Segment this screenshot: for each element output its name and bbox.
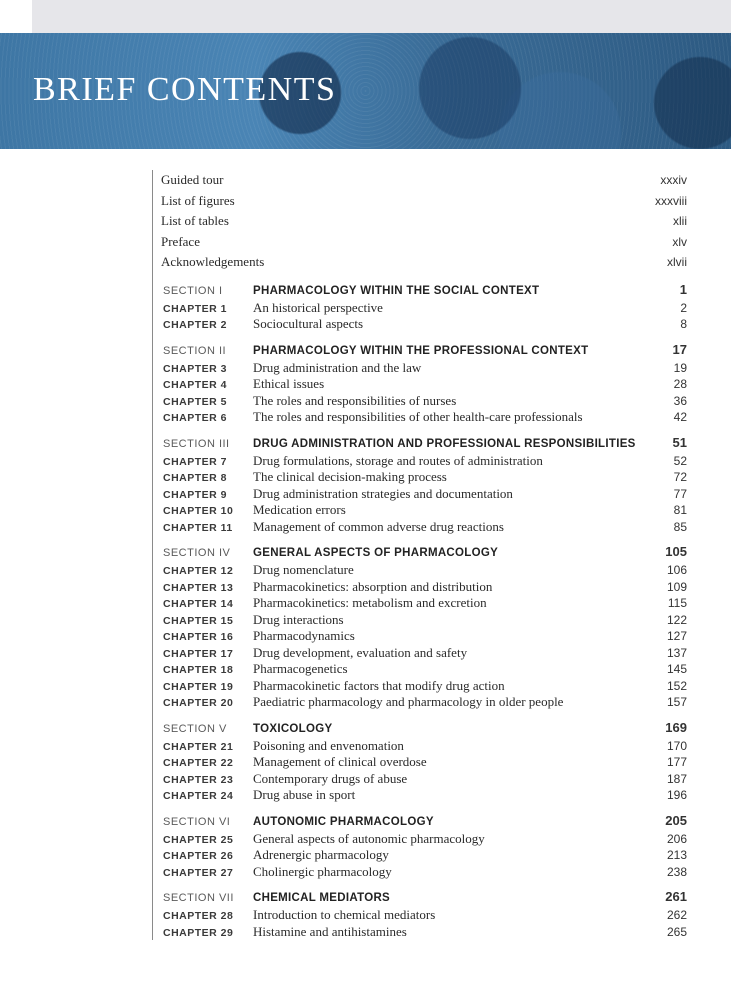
- chapter-item: [153, 360, 687, 377]
- section-heading-title: TOXICOLOGY: [253, 722, 333, 735]
- top-strip: [32, 0, 731, 33]
- chapter-item-page-number: 262: [666, 908, 687, 922]
- chapter-item-page-number: 157: [666, 695, 687, 709]
- chapter-item: [153, 754, 687, 771]
- front-matter-item: [153, 211, 687, 232]
- chapter-item: [153, 694, 687, 711]
- chapter-item: [153, 738, 687, 755]
- front-matter-item-page-number: xlv: [672, 234, 687, 249]
- chapter-item: [153, 502, 687, 519]
- chapter-item: [153, 661, 687, 678]
- chapter-item-page-number: 152: [666, 678, 687, 693]
- chapter-item-label: CHAPTER 13: [163, 581, 234, 594]
- chapter-item-title: Sociocultural aspects: [253, 316, 364, 331]
- chapter-item-label: CHAPTER 24: [163, 790, 234, 802]
- section-heading: [153, 280, 687, 300]
- section-heading-page-number: 1: [679, 281, 687, 297]
- section-heading: [153, 433, 687, 453]
- section-heading: [153, 340, 687, 360]
- chapter-item: [153, 579, 687, 596]
- chapter-item-page-number: 42: [673, 410, 687, 424]
- chapter-item-label: CHAPTER 2: [163, 319, 228, 331]
- chapter-item-page-number: 196: [666, 788, 687, 802]
- chapter-item-label: CHAPTER 20: [163, 697, 234, 709]
- chapter-item: [153, 787, 687, 804]
- section-heading-page-number: 205: [665, 812, 687, 828]
- section-heading-title: CHEMICAL MEDIATORS: [253, 892, 391, 904]
- chapter-item: [153, 831, 687, 848]
- chapter-item-label: CHAPTER 16: [163, 631, 234, 643]
- page-title: BRIEF CONTENTS: [33, 71, 337, 108]
- chapter-item-title: General aspects of autonomic pharmacology: [253, 830, 485, 846]
- chapter-item-title: Drug formulations, storage and routes of administration: [253, 452, 543, 468]
- chapter-item: [153, 645, 687, 662]
- chapter-item: [153, 864, 687, 881]
- section-heading-label: SECTION VI: [163, 815, 231, 828]
- chapter-item-title: Pharmacokinetics: absorption and distribution: [253, 578, 493, 594]
- chapter-item: [153, 393, 687, 410]
- chapter-item: [153, 453, 687, 470]
- chapter-item-title: Introduction to chemical mediators: [253, 907, 436, 922]
- section-heading-page-number: 51: [672, 434, 687, 450]
- section-heading-title: AUTONOMIC PHARMACOLOGY: [253, 815, 434, 828]
- chapter-item-title: The clinical decision-making process: [253, 469, 447, 484]
- chapter-item-page-number: 28: [673, 377, 687, 391]
- chapter-item-title: Pharmacogenetics: [253, 661, 348, 676]
- header-banner: [0, 33, 731, 149]
- chapter-item-title: Pharmacodynamics: [253, 628, 355, 643]
- chapter-item-page-number: 81: [673, 503, 687, 517]
- chapter-item: [153, 316, 687, 333]
- chapter-item-page-number: 206: [666, 831, 687, 846]
- chapter-item: [153, 519, 687, 536]
- chapter-item-title: Paediatric pharmacology and pharmacology in older people: [253, 694, 564, 709]
- chapter-item: [153, 409, 687, 426]
- chapter-item-label: CHAPTER 8: [163, 472, 228, 484]
- chapter-item-label: CHAPTER 4: [163, 379, 228, 391]
- chapter-item-title: Pharmacokinetic factors that modify drug action: [253, 677, 505, 693]
- chapter-item-page-number: 137: [666, 645, 687, 660]
- front-matter-item-page-number: xxxviii: [655, 193, 687, 208]
- chapter-item-page-number: 85: [673, 519, 687, 534]
- section-heading: [153, 811, 687, 831]
- section-heading-page-number: 169: [665, 719, 687, 735]
- chapter-item-page-number: 36: [673, 393, 687, 408]
- front-matter-item-page-number: xlii: [673, 214, 687, 228]
- section-heading: [153, 542, 687, 562]
- chapter-item-label: CHAPTER 19: [163, 680, 234, 693]
- section-heading-label: SECTION III: [163, 437, 230, 450]
- chapter-item-page-number: 8: [680, 317, 687, 331]
- chapter-item-page-number: 77: [673, 486, 687, 501]
- chapter-item-page-number: 170: [666, 738, 687, 753]
- chapter-item-label: CHAPTER 7: [163, 455, 228, 468]
- chapter-item: [153, 562, 687, 579]
- chapter-item: [153, 847, 687, 864]
- front-matter-item: [153, 232, 687, 253]
- chapter-item-title: Management of clinical overdose: [253, 754, 427, 769]
- chapter-item-title: Pharmacokinetics: metabolism and excretion: [253, 595, 487, 610]
- chapter-item-title: The roles and responsibilities of nurses: [253, 392, 457, 408]
- chapter-item-title: The roles and responsibilities of other health-care professionals: [253, 409, 583, 424]
- section-heading-title: PHARMACOLOGY WITHIN THE SOCIAL CONTEXT: [253, 284, 540, 297]
- front-matter-item-title: Acknowledgements: [161, 254, 265, 269]
- front-matter-item-title: List of tables: [161, 213, 229, 228]
- section-heading-title: GENERAL ASPECTS OF PHARMACOLOGY: [253, 547, 499, 559]
- section-heading: [153, 718, 687, 738]
- chapter-item-label: CHAPTER 25: [163, 833, 234, 846]
- front-matter-item-page-number: xlvii: [667, 255, 687, 269]
- chapter-item-label: CHAPTER 12: [163, 565, 234, 577]
- chapter-item-label: CHAPTER 5: [163, 395, 228, 408]
- table-of-contents: [152, 170, 687, 940]
- chapter-item: [153, 300, 687, 317]
- chapter-item-title: Drug administration and the law: [253, 359, 422, 375]
- chapter-item: [153, 486, 687, 503]
- chapter-item-label: CHAPTER 29: [163, 926, 234, 939]
- front-matter-item: [153, 191, 687, 212]
- chapter-item-page-number: 145: [666, 662, 687, 676]
- front-matter-item-page-number: xxxiv: [660, 173, 687, 187]
- chapter-item-title: Management of common adverse drug reactions: [253, 518, 504, 534]
- front-matter-item-title: List of figures: [161, 192, 235, 208]
- section-heading-page-number: 105: [665, 544, 687, 559]
- chapter-item: [153, 376, 687, 393]
- chapter-item-title: Drug nomenclature: [253, 562, 354, 577]
- section-heading-label: SECTION II: [163, 344, 227, 357]
- chapter-item-page-number: 109: [666, 579, 687, 594]
- chapter-item-page-number: 187: [666, 771, 687, 786]
- chapter-item-label: CHAPTER 28: [163, 910, 234, 922]
- chapter-item-title: An historical perspective: [253, 299, 383, 315]
- chapter-item-title: Histamine and antihistamines: [253, 923, 407, 939]
- chapter-item-title: Medication errors: [253, 502, 346, 517]
- chapter-item-label: CHAPTER 26: [163, 850, 234, 862]
- chapter-item-page-number: 265: [666, 924, 687, 939]
- section-heading-label: SECTION V: [163, 722, 227, 735]
- chapter-item: [153, 924, 687, 941]
- chapter-item-title: Drug interactions: [253, 611, 344, 627]
- chapter-item-label: CHAPTER 3: [163, 362, 228, 375]
- chapter-item-label: CHAPTER 23: [163, 773, 234, 786]
- chapter-item-page-number: 122: [666, 612, 687, 627]
- chapter-item-title: Drug administration strategies and documentation: [253, 485, 513, 501]
- chapter-item-page-number: 52: [673, 453, 687, 468]
- chapter-item: [153, 678, 687, 695]
- chapter-item-page-number: 115: [667, 596, 687, 610]
- chapter-item-title: Contemporary drugs of abuse: [253, 770, 408, 786]
- chapter-item-page-number: 177: [666, 755, 687, 769]
- chapter-item-label: CHAPTER 17: [163, 647, 234, 660]
- chapter-item: [153, 469, 687, 486]
- chapter-item: [153, 612, 687, 629]
- chapter-item-title: Cholinergic pharmacology: [253, 863, 392, 879]
- chapter-item-page-number: 19: [673, 360, 687, 375]
- chapter-item-label: CHAPTER 27: [163, 866, 234, 879]
- chapter-item-label: CHAPTER 1: [163, 302, 228, 315]
- section-heading-title: DRUG ADMINISTRATION AND PROFESSIONAL RESPONSIBILITIES: [253, 437, 636, 450]
- chapter-item-label: CHAPTER 22: [163, 757, 234, 769]
- chapter-item-label: CHAPTER 6: [163, 412, 228, 424]
- chapter-item-label: CHAPTER 9: [163, 488, 228, 501]
- section-heading-label: SECTION VII: [163, 892, 234, 904]
- chapter-item-page-number: 213: [666, 848, 687, 862]
- chapter-item-label: CHAPTER 21: [163, 740, 234, 753]
- chapter-item-page-number: 72: [673, 470, 687, 484]
- front-matter-item: [153, 252, 687, 273]
- chapter-item-label: CHAPTER 14: [163, 598, 234, 610]
- chapter-item-title: Drug development, evaluation and safety: [253, 644, 468, 660]
- chapter-item-label: CHAPTER 15: [163, 614, 234, 627]
- chapter-item-page-number: 2: [680, 300, 687, 315]
- front-matter-item-title: Preface: [161, 233, 200, 249]
- chapter-item: [153, 771, 687, 788]
- front-matter-item-title: Guided tour: [161, 172, 224, 187]
- chapter-item-title: Poisoning and envenomation: [253, 737, 404, 753]
- chapter-item-title: Drug abuse in sport: [253, 787, 356, 802]
- section-heading: [153, 887, 687, 907]
- chapter-item: [153, 595, 687, 612]
- chapter-item-page-number: 238: [666, 864, 687, 879]
- chapter-item-label: CHAPTER 11: [163, 521, 233, 534]
- section-heading-label: SECTION I: [163, 284, 223, 297]
- chapter-item-title: Adrenergic pharmacology: [253, 847, 389, 862]
- section-heading-page-number: 261: [665, 889, 687, 904]
- chapter-item-page-number: 106: [666, 563, 687, 577]
- section-heading-title: PHARMACOLOGY WITHIN THE PROFESSIONAL CONTEXT: [253, 344, 589, 357]
- chapter-item: [153, 628, 687, 645]
- chapter-item-label: CHAPTER 18: [163, 664, 234, 676]
- section-heading-label: SECTION IV: [163, 547, 231, 559]
- chapter-item-page-number: 127: [666, 629, 687, 643]
- chapter-item-label: CHAPTER 10: [163, 505, 234, 517]
- front-matter-item: [153, 170, 687, 191]
- chapter-item-title: Ethical issues: [253, 376, 325, 391]
- section-heading-page-number: 17: [672, 341, 687, 357]
- chapter-item: [153, 907, 687, 924]
